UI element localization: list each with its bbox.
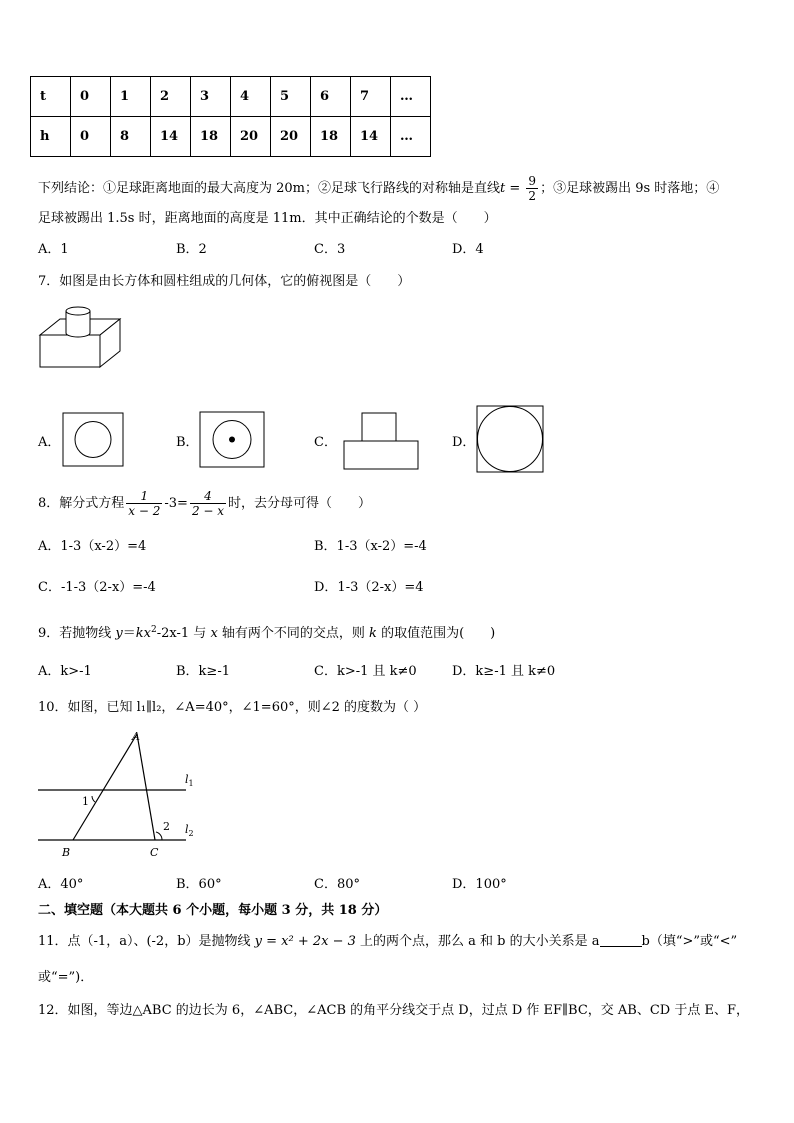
table-cell: 18	[191, 117, 231, 157]
q8-option-d: D．1-3（2-x）=4	[314, 580, 424, 595]
q9-option-a: A．k>-1	[38, 664, 92, 679]
answer-blank[interactable]	[600, 934, 642, 947]
q9-sup: 2	[151, 625, 157, 635]
table-cell: 1	[111, 77, 151, 117]
q9-text: -2x-1 与	[156, 626, 211, 641]
q9-var-x: x	[210, 626, 218, 641]
q6-text-b: ；③足球被踢出 9s 时落地；④	[540, 181, 720, 196]
q9-option-d: D．k≥-1 且 k≠0	[452, 664, 556, 679]
table-cell: h	[31, 117, 71, 157]
q6-eq: =	[505, 181, 525, 196]
q9-text: 的取值范围为( )	[376, 626, 496, 641]
q6-fraction	[526, 174, 538, 203]
label-B: B	[62, 846, 71, 859]
label-angle-1: 1	[82, 795, 89, 808]
table-cell: 4	[231, 77, 271, 117]
q8-prefix: 8．解分式方程	[38, 496, 125, 511]
section-heading: 二、填空题（本大题共 6 个小题，每小题 3 分，共 18 分）	[38, 903, 388, 918]
label-A: A	[132, 730, 140, 743]
q10-option-d: D．100°	[452, 877, 507, 892]
q6-line1	[38, 174, 719, 203]
q10-stem: 10．如图，已知 l₁∥l₂，∠A=40°，∠1=60°，则∠2 的度数为（ ）	[38, 700, 427, 715]
q6-var: t	[500, 181, 506, 196]
table-cell: 14	[351, 117, 391, 157]
q9-option-c: C．k>-1 且 k≠0	[314, 664, 417, 679]
table-cell: …	[391, 77, 431, 117]
table-cell: 14	[151, 117, 191, 157]
table-cell: 7	[351, 77, 391, 117]
q9-stem	[38, 622, 495, 642]
table-cell: 20	[271, 117, 311, 157]
data-table	[30, 76, 431, 157]
q6-text: 下列结论：①足球距离地面的最大高度为 20m；②足球飞行路线的对称轴是直线	[38, 181, 501, 196]
q11-line2: 或“=”)．	[38, 970, 94, 985]
table-cell: 3	[191, 77, 231, 117]
table-cell: 6	[311, 77, 351, 117]
q9-var-kx: kx	[135, 626, 151, 641]
q6-option-c: C．3	[314, 242, 346, 257]
q9-var-k: k	[369, 626, 377, 641]
q6-option-d: D．4	[452, 242, 484, 257]
q6-option-b: B．2	[176, 242, 207, 257]
q8-option-c: C．-1-3（2-x）=-4	[38, 580, 156, 595]
q8-option-a: A．1-3（x-2）=4	[38, 539, 147, 554]
label-C: C	[150, 846, 159, 859]
table-cell: 18	[311, 117, 351, 157]
q10-option-a: A．40°	[38, 877, 84, 892]
q9-var-y: y	[115, 626, 123, 641]
q8-fraction-1	[126, 489, 162, 518]
q7-option-c-figure	[343, 412, 419, 470]
table-cell: 0	[71, 77, 111, 117]
q7-option-a-figure	[62, 412, 124, 468]
q7-option-d-figure	[476, 405, 544, 473]
table-cell: 2	[151, 77, 191, 117]
frac-den: x − 2	[128, 504, 161, 518]
q7-solid-figure	[38, 303, 124, 369]
label-l1: $l_1$	[185, 773, 194, 788]
q11-line1	[38, 934, 737, 950]
table-row	[31, 77, 431, 117]
table-cell: …	[391, 117, 431, 157]
q6-line2: 足球被踢出 1.5s 时，距离地面的高度是 11m．其中正确结论的个数是（ ）	[38, 211, 497, 226]
table-cell: 20	[231, 117, 271, 157]
table-cell: 0	[71, 117, 111, 157]
q8-fraction-2	[190, 489, 226, 518]
q10-option-b: B．60°	[176, 877, 222, 892]
table-cell: 5	[271, 77, 311, 117]
q9-text: ＝	[122, 626, 136, 641]
q7-label-c: C．	[314, 435, 337, 450]
q10-option-c: C．80°	[314, 877, 360, 892]
frac-den: 2 − x	[191, 504, 225, 518]
q8-option-b: B．1-3（x-2）=-4	[314, 539, 427, 554]
table-cell: 8	[111, 117, 151, 157]
frac-num: 1	[126, 489, 162, 504]
q11-text: b（填“>”或“<”	[641, 934, 738, 949]
q11-expression: y = x² + 2x − 3	[254, 934, 356, 949]
q7-option-b-figure	[199, 411, 265, 469]
label-l2: $l_2$	[185, 823, 194, 838]
q10-figure	[36, 726, 206, 860]
q9-text: 9．若抛物线	[38, 626, 116, 641]
q11-text: 上的两个点，那么 a 和 b 的大小关系是 a	[355, 934, 600, 949]
q12-line: 12．如图，等边△ABC 的边长为 6，∠ABC，∠ACB 的角平分线交于点 D，过点 D 作 EF∥BC，交 AB、CD 于点 E、F，	[38, 1003, 749, 1018]
q6-option-a: A．1	[38, 242, 69, 257]
frac-num: 4	[190, 489, 226, 504]
q7-label-b: B．	[176, 435, 199, 450]
frac-den: 2	[528, 189, 537, 203]
q8-mid: -3=	[164, 496, 188, 511]
q7-label-a: A．	[38, 435, 61, 450]
q7-label-d: D．	[452, 435, 476, 450]
q11-text: 11．点（-1，a）、(-2，b）是抛物线	[38, 934, 255, 949]
q9-text: 轴有两个不同的交点，则	[217, 626, 370, 641]
q9-option-b: B．k≥-1	[176, 664, 230, 679]
table-cell: t	[31, 77, 71, 117]
q8-suffix: 时，去分母可得（ ）	[228, 496, 372, 511]
q7-stem: 7．如图是由长方体和圆柱组成的几何体，它的俯视图是（ ）	[38, 274, 411, 289]
table-row	[31, 117, 431, 157]
q8-stem	[38, 489, 371, 519]
frac-num: 9	[528, 174, 537, 188]
label-angle-2: 2	[163, 820, 170, 833]
